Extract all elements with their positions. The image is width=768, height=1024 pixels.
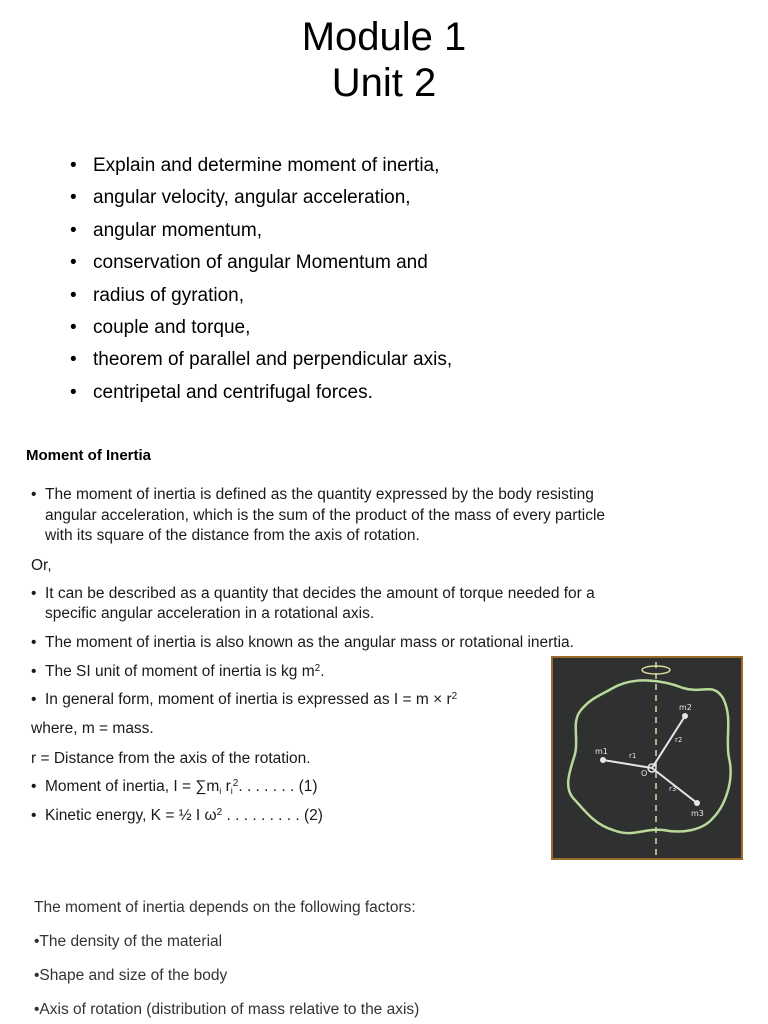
definition-line: angular acceleration, which is the sum of the product of the mass of every particle: [45, 507, 606, 524]
factor-item: •The density of the material: [34, 933, 223, 950]
formula-1-number: . . . . . . . (1): [238, 778, 318, 795]
label-m2: m2: [679, 703, 692, 712]
also-known-bullet: • The moment of inertia is also known as the angular mass or rotational inertia.: [31, 634, 574, 651]
also-known-text: The moment of inertia is also known as the angular mass or rotational inertia.: [45, 634, 574, 651]
label-r1: r1: [629, 752, 637, 760]
objective-item: • conservation of angular Momentum and: [70, 247, 452, 279]
moment-of-inertia-diagram: [551, 656, 743, 860]
formula-2-bullet: • Kinetic energy, K = ½ I $\omega^2$ . . . . . . . . . (2): [31, 807, 323, 824]
alt-definition-bullet: • It can be described as a quantity that decides the amount of torque needed for a specific angular acceleration in a rotational axis.: [31, 585, 595, 622]
title-line-unit: Unit 2: [331, 61, 437, 105]
general-form-text: In general form, moment of inertia is expressed as I = m × r: [45, 691, 452, 708]
where-mass-text: where, m = mass.: [31, 720, 154, 737]
formula-1-subscript: i: [230, 786, 233, 796]
objective-item: • angular velocity, angular acceleration,: [70, 182, 452, 214]
objective-item: • angular momentum,: [70, 215, 452, 247]
si-unit-text: The SI unit of moment of inertia is kg m: [45, 663, 315, 680]
alt-definition-line: It can be described as a quantity that decides the amount of torque needed for a: [45, 585, 595, 602]
label-r2: r2: [675, 736, 683, 744]
definition-bullet: • The moment of inertia is defined as the quantity expressed by the body resisting angular acceleration, which is the sum of the product of the mass of every particle with its square of the distance from the axis of rotation.: [31, 486, 606, 544]
objective-item: • radius of gyration,: [70, 280, 452, 312]
formula-1-bullet: • Moment of inertia, $I = \sum m_i$ $r_i^2$. . . . . . . (1): [31, 778, 318, 796]
where-r-text: r = Distance from the axis of the rotation.: [31, 750, 311, 767]
body-outline: [568, 680, 730, 833]
label-r3: r3: [669, 785, 677, 793]
factor-item: •Shape and size of the body: [34, 967, 228, 984]
definition-line: The moment of inertia is defined as the quantity expressed by the body resisting: [45, 486, 594, 503]
formula-1-subscript: i: [219, 786, 222, 796]
label-m1: m1: [595, 747, 608, 756]
objective-item: • Explain and determine moment of inertia,: [70, 150, 452, 182]
mass-point-m2: [682, 713, 688, 719]
section-heading: Moment of Inertia: [26, 447, 152, 464]
general-form-bullet: • In general form, moment of inertia is expressed as $I = m \times r^2$: [31, 691, 458, 708]
formula-2-exponent: 2: [216, 807, 223, 818]
formula-1-text: Moment of inertia, I = ∑m: [45, 778, 220, 795]
general-form-exponent: 2: [451, 691, 458, 702]
formula-1-r: r: [221, 778, 231, 795]
si-unit-bullet: • The SI unit of moment of inertia is kg $m^2$.: [31, 663, 325, 680]
si-unit-exponent: 2: [314, 663, 321, 674]
si-unit-end: .: [320, 663, 325, 680]
label-m3: m3: [691, 809, 704, 818]
or-text: Or,: [31, 557, 52, 574]
diagram-svg: [553, 658, 741, 858]
objective-item: • theorem of parallel and perpendicular axis,: [70, 344, 452, 376]
formula-2-number: . . . . . . . . . (2): [222, 807, 323, 824]
factor-item: •Axis of rotation (distribution of mass relative to the axis): [34, 1001, 420, 1018]
mass-point-m1: [600, 757, 606, 763]
formula-1-exponent: 2: [232, 778, 239, 789]
factors-intro: The moment of inertia depends on the following factors:: [34, 899, 416, 916]
title-line-module: Module 1: [301, 15, 467, 59]
label-origin: O: [641, 769, 648, 778]
definition-line: with its square of the distance from the axis of rotation.: [45, 527, 420, 544]
page-title: [0, 14, 768, 106]
objective-item: • couple and torque,: [70, 312, 452, 344]
alt-definition-line: specific angular acceleration in a rotational axis.: [45, 605, 375, 622]
radius-line-r1: [603, 760, 652, 768]
formula-2-text: Kinetic energy, K = ½ I ω: [45, 807, 217, 824]
mass-point-m3: [694, 800, 700, 806]
objective-item: • centripetal and centrifugal forces.: [70, 377, 452, 409]
objectives-list: [70, 150, 452, 409]
